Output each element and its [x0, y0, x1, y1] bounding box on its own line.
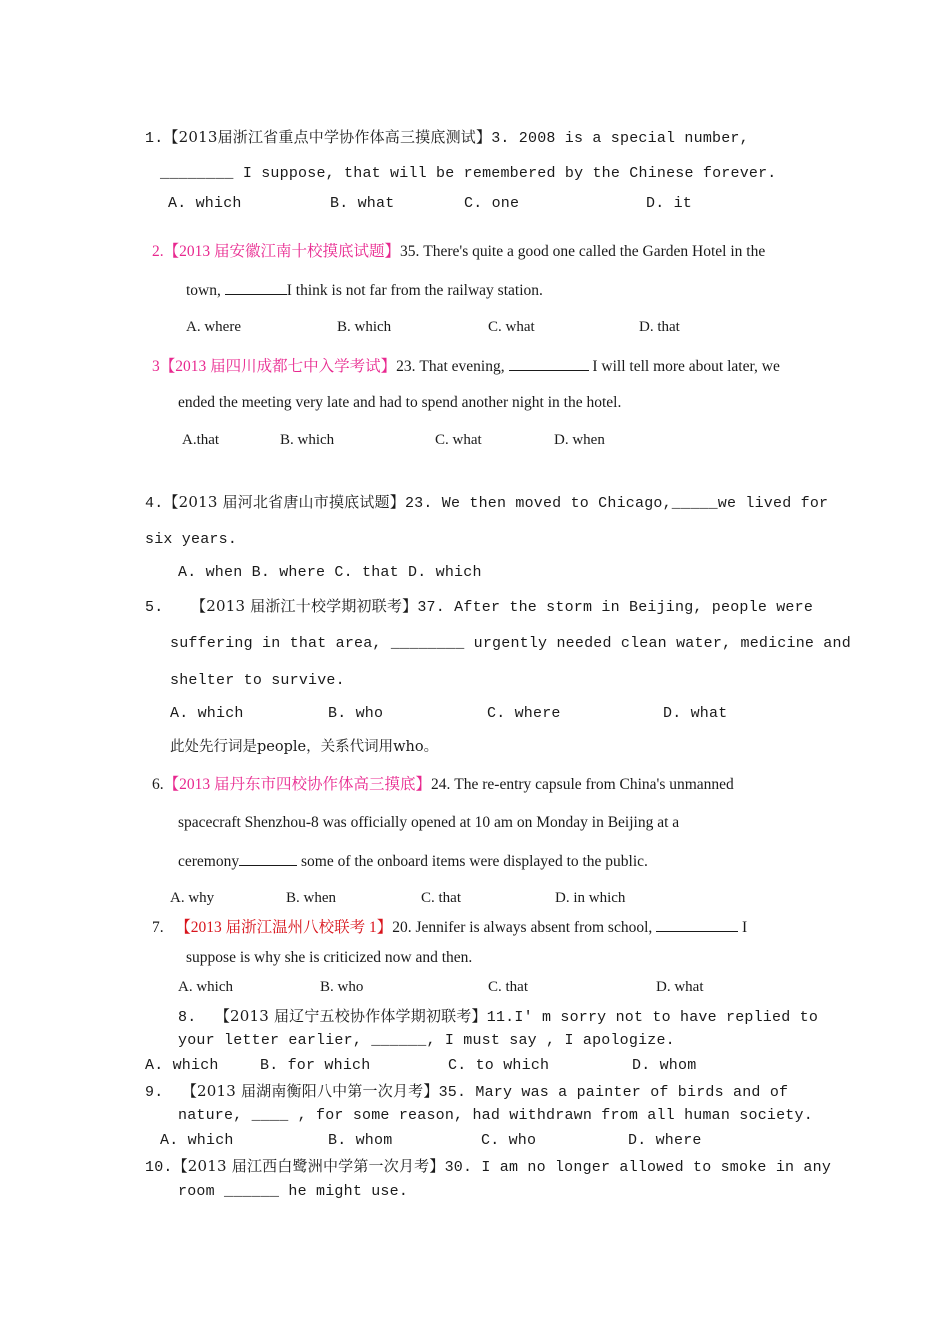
q7-source: 【2013 届浙江温州八校联考 1】	[175, 919, 393, 936]
q9-option-d: D. where	[628, 1132, 702, 1149]
q9-line1	[145, 1081, 788, 1103]
q5-line1	[145, 596, 813, 618]
q1-source: 【2013届浙江省重点中学协作体高三摸底测试】	[163, 128, 492, 146]
q6-text3-pre: ceremony	[178, 853, 240, 870]
q2-text2-pre: town,	[186, 282, 221, 299]
q1-number: 1.	[145, 130, 164, 147]
q5-note: 此处先行词是people，关系代词用who。	[170, 739, 439, 755]
q9-option-b: B. whom	[328, 1132, 393, 1149]
q8-option-c: C. to which	[448, 1057, 550, 1074]
q9-text: 35. Mary was a painter of birds and of	[438, 1084, 789, 1101]
q5-option-b: B. who	[328, 705, 384, 722]
q7-number: 7.	[152, 919, 164, 936]
q1-line1	[145, 127, 749, 149]
q6-line1	[152, 775, 734, 795]
q1-option-d: D. it	[646, 195, 693, 212]
q8-line2: your letter earlier, ______, I must say , I apologize.	[178, 1032, 675, 1049]
q10-source: 【2013 届江西白鹭洲中学第一次月考】	[172, 1157, 445, 1175]
q2-text: 35. There's quite a good one called the Garden Hotel in the	[400, 243, 766, 260]
q2-option-b: B. which	[337, 319, 392, 335]
q7-blank	[656, 917, 738, 932]
q6-line2: spacecraft Shenzhou-8 was officially opened at 10 am on Monday in Beijing at a	[178, 814, 680, 831]
q6-option-d: D. in which	[555, 890, 626, 906]
q2-line1	[152, 242, 765, 262]
q9-line2: nature, ____ , for some reason, had withdrawn from all human society.	[178, 1107, 813, 1124]
q6-line3	[178, 851, 648, 872]
q5-option-c: C. where	[487, 705, 561, 722]
q7-option-b: B. who	[320, 979, 364, 995]
q7-option-a: A. which	[178, 979, 233, 995]
q2-line2	[186, 280, 543, 301]
q3-blank	[509, 356, 589, 371]
q6-option-a: A. why	[170, 890, 215, 906]
q4-line2: six years.	[145, 531, 238, 548]
q6-text: 24. The re-entry capsule from China's unmanned	[431, 776, 734, 793]
q3-option-d: D. when	[554, 432, 605, 448]
q6-option-c: C. that	[421, 890, 461, 906]
q3-option-b: B. which	[280, 432, 335, 448]
q10-number: 10.	[145, 1159, 173, 1176]
q8-number: 8.	[178, 1009, 197, 1026]
q1-text: 3. 2008 is a special number,	[491, 130, 749, 147]
q7-line1	[152, 917, 747, 938]
q4-number: 4.	[145, 495, 164, 512]
q4-text: 23. We then moved to Chicago,_____we lived for	[404, 495, 829, 512]
q4-source: 【2013 届河北省唐山市摸底试题】	[163, 493, 405, 511]
q6-option-b: B. when	[286, 890, 336, 906]
q6-source: 【2013 届丹东市四校协作体高三摸底】	[163, 776, 432, 793]
q5-number: 5.	[145, 599, 164, 616]
q3-text: 23. That evening,	[396, 358, 505, 375]
q6-number: 6.	[152, 776, 164, 793]
q5-line2: suffering in that area, ________ urgently needed clean water, medicine and	[170, 635, 851, 652]
q4-options: A. when B. where C. that D. which	[178, 564, 482, 581]
q3-line1	[152, 356, 780, 377]
q1-option-c: C. one	[464, 195, 520, 212]
q1-text2: I suppose, that will be remembered by the Chinese forever.	[233, 165, 777, 182]
q9-option-a: A. which	[160, 1132, 234, 1149]
q10-text: 30. I am no longer allowed to smoke in any	[444, 1159, 832, 1176]
q2-source: 【2013 届安徽江南十校摸底试题】	[163, 243, 401, 260]
q2-option-a: A. where	[186, 319, 241, 335]
q8-option-d: D. whom	[632, 1057, 697, 1074]
q10-line1	[145, 1156, 831, 1178]
q2-number: 2.	[152, 243, 164, 260]
q3-source: 【2013 届四川成都七中入学考试】	[159, 358, 397, 375]
q7-text-after: I	[742, 919, 748, 936]
q9-number: 9.	[145, 1084, 164, 1101]
q2-text2: I think is not far from the railway station.	[286, 282, 543, 299]
q10-line2: room ______ he might use.	[178, 1183, 409, 1200]
q8-line1	[178, 1006, 818, 1028]
q3-line2: ended the meeting very late and had to spend another night in the hotel.	[178, 394, 622, 411]
q3-text-after: I will tell more about later, we	[592, 358, 780, 375]
q6-text3: some of the onboard items were displayed to the public.	[300, 853, 648, 870]
q5-source: 【2013 届浙江十校学期初联考】	[191, 597, 418, 615]
q1-line2	[160, 164, 777, 184]
q8-option-a: A. which	[145, 1057, 219, 1074]
q8-option-b: B. for which	[260, 1057, 371, 1074]
q2-option-c: C. what	[488, 319, 535, 335]
q2-option-d: D. that	[639, 319, 680, 335]
q3-number: 3	[152, 358, 160, 375]
q1-blank: ________	[160, 165, 234, 182]
q8-text: 11.I' m sorry not to have replied to	[486, 1009, 819, 1026]
q3-option-c: C. what	[435, 432, 482, 448]
q2-blank	[225, 280, 287, 295]
q7-text: 20. Jennifer is always absent from school,	[392, 919, 653, 936]
q7-option-d: D. what	[656, 979, 704, 995]
q7-option-c: C. that	[488, 979, 528, 995]
q6-blank	[239, 851, 297, 866]
q3-option-a: A.that	[182, 432, 220, 448]
q5-text: 37. After the storm in Beijing, people were	[417, 599, 814, 616]
q4-line1	[145, 492, 828, 514]
q5-line3: shelter to survive.	[170, 672, 345, 689]
q1-option-a: A. which	[168, 195, 242, 212]
q9-option-c: C. who	[481, 1132, 537, 1149]
q5-option-a: A. which	[170, 705, 244, 722]
q1-option-b: B. what	[330, 195, 395, 212]
q8-source: 【2013 届辽宁五校协作体学期初联考】	[214, 1007, 487, 1025]
q7-line2: suppose is why she is criticized now and then.	[186, 949, 473, 966]
q9-source: 【2013 届湖南衡阳八中第一次月考】	[181, 1082, 439, 1100]
q5-option-d: D. what	[663, 705, 728, 722]
